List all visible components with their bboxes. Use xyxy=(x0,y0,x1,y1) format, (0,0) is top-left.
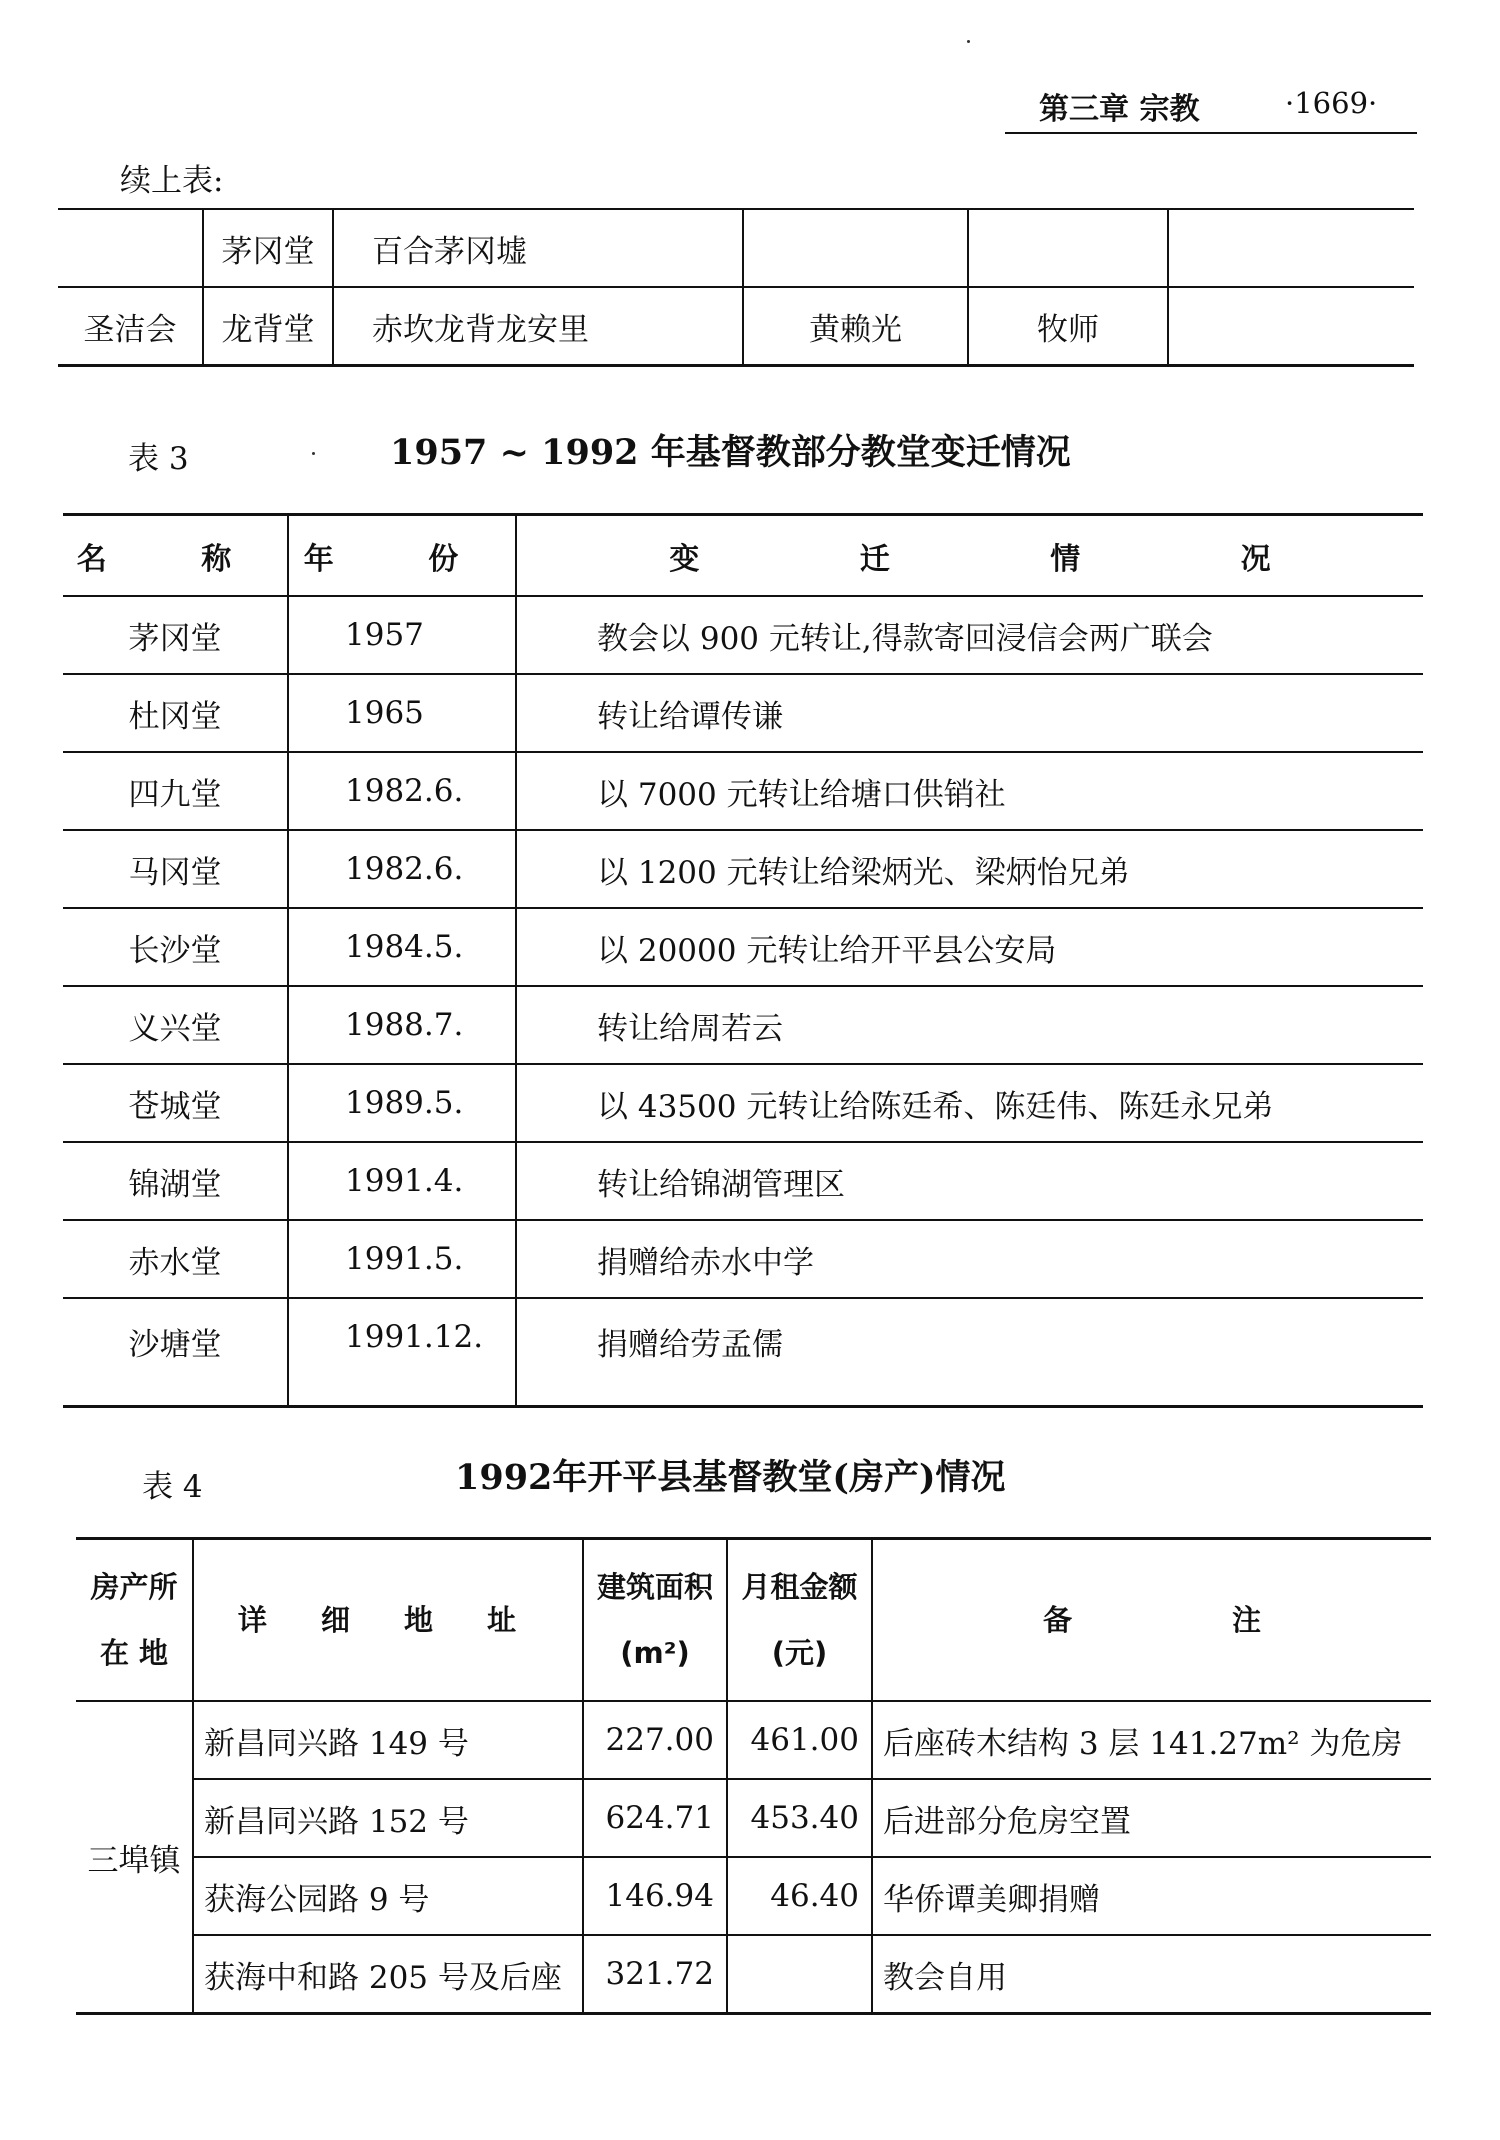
continued-table xyxy=(58,208,1414,367)
table-cell: 1991.12. xyxy=(288,1298,516,1407)
page-number: ·1669· xyxy=(1285,86,1378,120)
table-cell: 1991.4. xyxy=(288,1142,516,1220)
speck xyxy=(312,452,315,455)
table-cell: 百合茅冈墟 xyxy=(333,209,743,287)
table-cell-town: 三埠镇 xyxy=(76,1701,193,2014)
header-line: 房产所 xyxy=(90,1570,178,1604)
table-cell: 华侨谭美卿捐赠 xyxy=(872,1857,1431,1935)
table-row xyxy=(58,209,1414,287)
table-cell: 453.40 xyxy=(727,1779,872,1857)
table-cell: 获海公园路 9 号 xyxy=(193,1857,583,1935)
table-cell: 教会以 900 元转让,得款寄回浸信会两广联会 xyxy=(516,596,1423,674)
table-cell xyxy=(968,209,1168,287)
table-cell: 义兴堂 xyxy=(63,986,288,1064)
table-cell: 获海中和路 205 号及后座 xyxy=(193,1935,583,2014)
column-header-area xyxy=(583,1539,727,1702)
table-cell: 茅冈堂 xyxy=(203,209,333,287)
table-cell: 茅冈堂 xyxy=(63,596,288,674)
header-line: (m²) xyxy=(620,1636,690,1670)
table-cell xyxy=(727,1935,872,2014)
column-header-changes: 变 迁 情 况 xyxy=(516,515,1423,597)
table-cell: 赤水堂 xyxy=(63,1220,288,1298)
table-row xyxy=(58,287,1414,366)
table-cell: 转让给锦湖管理区 xyxy=(516,1142,1423,1220)
table4-title: 1992年开平县基督教堂(房产)情况 xyxy=(455,1457,1006,1498)
table-row xyxy=(63,596,1423,674)
table-row xyxy=(63,1298,1423,1407)
table-cell: 1965 xyxy=(288,674,516,752)
table-row xyxy=(63,986,1423,1064)
table-cell: 1989.5. xyxy=(288,1064,516,1142)
table3-label: 表 3 xyxy=(128,441,189,477)
table-cell: 马冈堂 xyxy=(63,830,288,908)
table-cell: 新昌同兴路 149 号 xyxy=(193,1701,583,1779)
chapter-title: 第三章 宗教 xyxy=(1039,92,1200,127)
table4-label: 表 4 xyxy=(142,1469,203,1505)
table-cell: 624.71 xyxy=(583,1779,727,1857)
table-cell: 227.00 xyxy=(583,1701,727,1779)
continued-label: 续上表: xyxy=(120,163,224,199)
table-cell: 黄赖光 xyxy=(743,287,968,366)
table-cell: 46.40 xyxy=(727,1857,872,1935)
table-cell: 1991.5. xyxy=(288,1220,516,1298)
table-row xyxy=(63,908,1423,986)
table-cell: 长沙堂 xyxy=(63,908,288,986)
table-cell: 321.72 xyxy=(583,1935,727,2014)
table-cell: 四九堂 xyxy=(63,752,288,830)
table-row xyxy=(63,1142,1423,1220)
header-line: 月租金额 xyxy=(741,1570,858,1604)
header-line: 在 地 xyxy=(99,1636,169,1670)
table-cell: 以 43500 元转让给陈廷希、陈廷伟、陈廷永兄弟 xyxy=(516,1064,1423,1142)
column-header-rent xyxy=(727,1539,872,1702)
table-row xyxy=(63,830,1423,908)
table-cell: 以 20000 元转让给开平县公安局 xyxy=(516,908,1423,986)
column-header-location xyxy=(76,1539,193,1702)
table3 xyxy=(63,513,1423,1408)
page-header xyxy=(1005,80,1417,134)
table-cell xyxy=(1168,287,1414,366)
table-row xyxy=(63,752,1423,830)
column-header-address: 详 细 地 址 xyxy=(193,1539,583,1702)
table-cell: 转让给谭传谦 xyxy=(516,674,1423,752)
table-cell: 捐赠给劳孟儒 xyxy=(597,1327,783,1363)
table-row xyxy=(63,1064,1423,1142)
table-cell: 1984.5. xyxy=(288,908,516,986)
speck xyxy=(967,40,970,43)
table-row xyxy=(76,1935,1431,2014)
table-cell: 牧师 xyxy=(968,287,1168,366)
table-cell: 以 7000 元转让给塘口供销社 xyxy=(516,752,1423,830)
table-cell: 教会自用 xyxy=(883,1959,1007,1996)
table-cell: 赤坎龙背龙安里 xyxy=(333,287,743,366)
table-row xyxy=(76,1701,1431,1779)
table-cell xyxy=(58,209,203,287)
header-line: 建筑面积 xyxy=(596,1570,713,1604)
table3-title: 1957 ~ 1992 年基督教部分教堂变迁情况 xyxy=(390,432,1071,473)
table-cell: 圣洁会 xyxy=(58,287,203,366)
table-row xyxy=(63,674,1423,752)
table-cell: 后座砖木结构 3 层 141.27m² 为危房 xyxy=(872,1701,1431,1779)
table4 xyxy=(76,1537,1431,2015)
table-cell: 1957 xyxy=(288,596,516,674)
table-cell: 后进部分危房空置 xyxy=(872,1779,1431,1857)
table-cell: 1988.7. xyxy=(288,986,516,1064)
table-cell xyxy=(1168,209,1414,287)
table-cell: 转让给周若云 xyxy=(516,986,1423,1064)
table-cell: 杜冈堂 xyxy=(63,674,288,752)
table-row xyxy=(76,1857,1431,1935)
column-header-remarks: 备 注 xyxy=(872,1539,1431,1702)
table-cell: 1982.6. xyxy=(288,830,516,908)
column-header-year: 年 份 xyxy=(288,515,516,597)
table-cell: 461.00 xyxy=(727,1701,872,1779)
table-row xyxy=(76,1779,1431,1857)
table-cell: 苍城堂 xyxy=(63,1064,288,1142)
table-cell: 锦湖堂 xyxy=(63,1142,288,1220)
table-cell: 沙塘堂 xyxy=(63,1298,288,1407)
table-row xyxy=(63,1220,1423,1298)
column-header-name: 名 称 xyxy=(63,515,288,597)
table-cell: 龙背堂 xyxy=(203,287,333,366)
table-cell xyxy=(743,209,968,287)
table-cell: 以 1200 元转让给梁炳光、梁炳怡兄弟 xyxy=(516,830,1423,908)
table-cell: 146.94 xyxy=(583,1857,727,1935)
table-cell: 捐赠给赤水中学 xyxy=(516,1220,1423,1298)
table-header-row xyxy=(63,515,1423,597)
table-header-row xyxy=(76,1539,1431,1702)
header-line: (元) xyxy=(771,1636,828,1670)
table-cell: 1982.6. xyxy=(288,752,516,830)
table-cell: 新昌同兴路 152 号 xyxy=(193,1779,583,1857)
